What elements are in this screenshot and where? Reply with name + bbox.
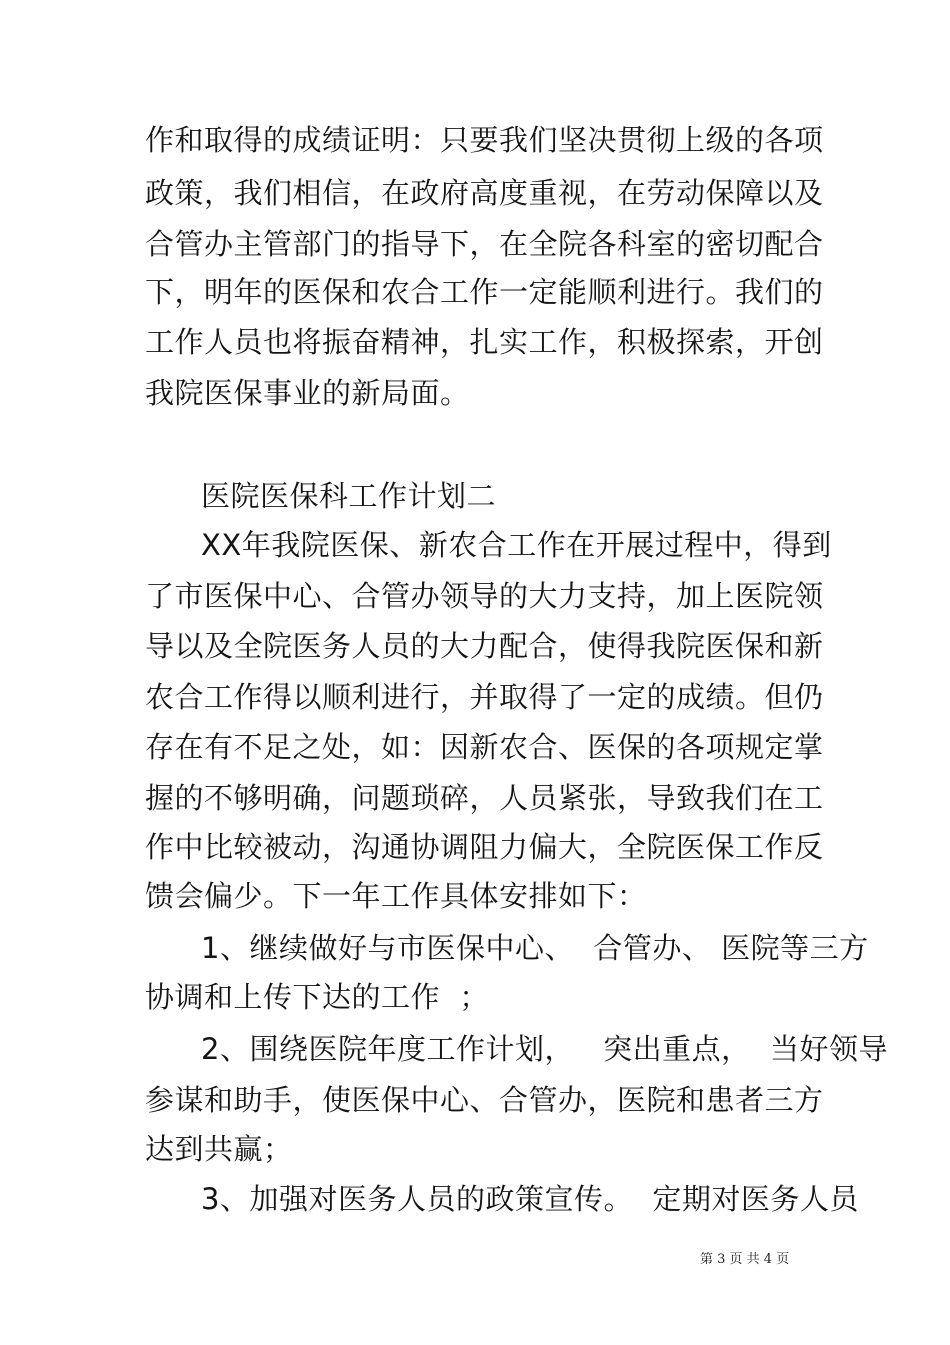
body-text-line: 工作人员也将振奋精神，扎实工作，积极探索，开创 — [145, 325, 824, 359]
list-item-line: 协调和上传下达的工作 ； — [145, 980, 489, 1014]
body-text-line: 馈会偏少。下一年工作具体安排如下： — [145, 879, 647, 913]
list-item-line: 参谋和助手，使医保中心、合管办，医院和患者三方 — [145, 1083, 824, 1117]
body-text-line: 了市医保中心、合管办领导的大力支持，加上医院领 — [145, 579, 824, 613]
body-text-line: 合管办主管部门的指导下，在全院各科室的密切配合 — [145, 227, 824, 261]
section-heading: 医院医保科工作计划二 — [201, 479, 497, 513]
page-number-footer: 第 3 页 共 4 页 — [700, 1252, 790, 1267]
body-text-line: 下，明年的医保和农合工作一定能顺利进行。我们的 — [145, 275, 824, 309]
body-text-line: 政策，我们相信，在政府高度重视，在劳动保障以及 — [145, 176, 824, 210]
body-text-line: 作和取得的成绩证明：只要我们坚决贯彻上级的各项 — [145, 123, 824, 157]
body-text-line: 握的不够明确，问题琐碎，人员紧张，导致我们在工 — [145, 781, 824, 815]
body-text-line: 作中比较被动，沟通协调阻力偏大，全院医保工作反 — [145, 830, 824, 864]
list-item-line: 1、继续做好与市医保中心、 合管办、 医院等三方 — [201, 931, 869, 965]
body-text-line: 我院医保事业的新局面。 — [145, 376, 470, 410]
list-item-line: 2、围绕医院年度工作计划， 突出重点， 当好领导 — [201, 1032, 889, 1066]
list-item-line: 达到共赢； — [145, 1132, 293, 1166]
body-text-line: 农合工作得以顺利进行，并取得了一定的成绩。但仍 — [145, 680, 824, 714]
body-text-line: 导以及全院医务人员的大力配合，使得我院医保和新 — [145, 629, 824, 663]
body-text-line: 存在有不足之处，如：因新农合、医保的各项规定掌 — [145, 730, 824, 764]
body-text-line: XX年我院医保、新农合工作在开展过程中，得到 — [201, 528, 832, 562]
list-item-line: 3、加强对医务人员的政策宣传。 定期对医务人员 — [201, 1182, 859, 1216]
